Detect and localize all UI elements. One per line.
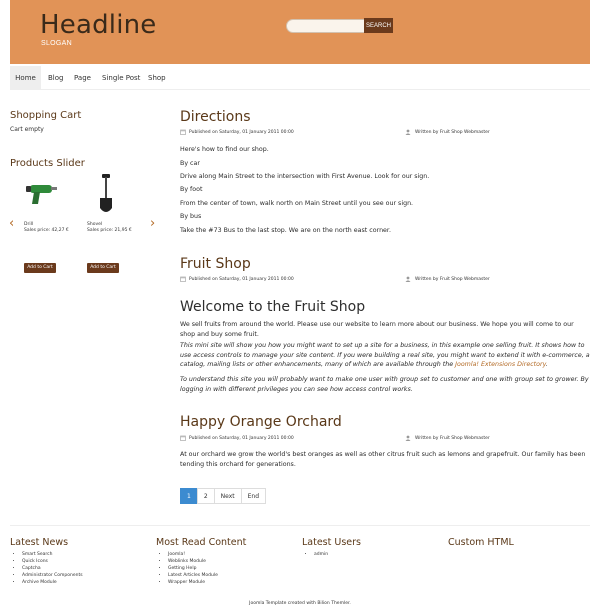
- article-paragraph-text: .: [545, 361, 548, 368]
- article-title-fruit-shop[interactable]: Fruit Shop: [180, 256, 251, 272]
- latest-users-title: Latest Users: [302, 537, 361, 548]
- end-page-button[interactable]: End: [241, 488, 266, 504]
- page-2-button[interactable]: 2: [197, 488, 215, 504]
- user-icon: [405, 435, 411, 441]
- drill-icon[interactable]: [24, 180, 58, 206]
- extensions-directory-link[interactable]: Joomla! Extensions Directory: [455, 361, 546, 368]
- add-to-cart-button-shovel[interactable]: Add to Cart: [87, 263, 119, 273]
- site-header: [10, 0, 590, 64]
- product-price-drill: Sales price: 42,27 €: [24, 228, 69, 233]
- main-nav: [10, 66, 590, 90]
- most-read-title: Most Read Content: [156, 537, 247, 548]
- next-page-button[interactable]: Next: [214, 488, 242, 504]
- article-author: Written by Fruit Shop Webmaster: [415, 436, 490, 441]
- list-item[interactable]: • Smart Search: [22, 551, 83, 558]
- cart-status: Cart empty: [10, 126, 44, 133]
- search-input[interactable]: [286, 19, 365, 33]
- article-paragraph-text: This mini site will show you how you might want to set up a site for a business, in this example one selling fruit. It shows how to use access controls to manage your site content. If you were building a real site, you might want to extend it with e-commerce, a catalog, mailing lists or other enhancements, many of which are available through the: [180, 342, 590, 368]
- footer-divider: [10, 525, 590, 526]
- article-title-orchard[interactable]: Happy Orange Orchard: [180, 414, 342, 430]
- article-paragraph-italic: [180, 341, 590, 370]
- nav-item-single-post[interactable]: Single Post: [102, 74, 141, 82]
- latest-news-title: Latest News: [10, 537, 69, 548]
- pagination: [180, 488, 265, 504]
- shovel-icon[interactable]: [97, 174, 115, 216]
- article-text-line: From the center of town, walk north on Main Street until you see our sign.: [180, 200, 414, 207]
- list-item[interactable]: • Joomla!: [168, 551, 218, 558]
- latest-users-list: [302, 551, 328, 558]
- user-icon: [405, 276, 411, 282]
- calendar-icon: [180, 276, 186, 282]
- article-subtitle: Welcome to the Fruit Shop: [180, 299, 366, 315]
- article-text-line: By bus: [180, 213, 202, 220]
- list-item[interactable]: • Wrapper Module: [168, 579, 218, 586]
- page-1-button[interactable]: 1: [180, 488, 198, 504]
- slider-next-arrow[interactable]: ›: [150, 216, 156, 231]
- product-name-shovel[interactable]: Shovel: [87, 222, 103, 227]
- most-read-list: [156, 551, 218, 586]
- product-price-shovel: Sales price: 21,95 €: [87, 228, 132, 233]
- shopping-cart-title: Shopping Cart: [10, 110, 82, 121]
- article-paragraph: At our orchard we grow the world's best oranges as well as other citrus fruit such as lemons and grapefruit. Our family has been tending this orchard for generations.: [180, 451, 586, 468]
- calendar-icon: [180, 435, 186, 441]
- site-slogan: SLOGAN: [41, 40, 72, 47]
- products-slider-title: Products Slider: [10, 158, 85, 169]
- site-headline[interactable]: Headline: [40, 10, 157, 40]
- list-item[interactable]: • Administrator Components: [22, 572, 83, 579]
- article-text-line: By car: [180, 160, 200, 167]
- nav-item-blog[interactable]: Blog: [48, 74, 64, 82]
- footer-credit: Joomla Template created with Bilion Themler.: [249, 601, 351, 606]
- calendar-icon: [180, 129, 186, 135]
- article-author: Written by Fruit Shop Webmaster: [415, 130, 490, 135]
- slider-prev-arrow[interactable]: ‹: [9, 216, 15, 231]
- article-published-date: Published on Saturday, 01 January 2011 00:00: [189, 436, 294, 441]
- article-published-date: Published on Saturday, 01 January 2011 00:00: [189, 130, 294, 135]
- nav-item-home[interactable]: Home: [10, 66, 41, 90]
- list-item[interactable]: • Archive Module: [22, 579, 83, 586]
- latest-news-list: [10, 551, 83, 586]
- article-paragraph: We sell fruits from around the world. Please use our website to learn more about our business. We hope you will come to our shop and buy some fruit.: [180, 321, 574, 338]
- nav-item-shop[interactable]: Shop: [148, 74, 166, 82]
- list-item[interactable]: • Latest Articles Module: [168, 572, 218, 579]
- product-name-drill[interactable]: Drill: [24, 222, 34, 227]
- user-icon: [405, 129, 411, 135]
- article-published-date: Published on Saturday, 01 January 2011 00:00: [189, 277, 294, 282]
- search-button[interactable]: SEARCH: [364, 18, 393, 33]
- article-text-line: Drive along Main Street to the intersection with First Avenue. Look for our sign.: [180, 173, 430, 180]
- article-paragraph-italic: To understand this site you will probably want to make one user with group set to customer and one with group set to grower. By logging in with different privileges you can see how access control works.: [180, 376, 589, 393]
- list-item[interactable]: • Quick Icons: [22, 558, 83, 565]
- list-item[interactable]: • Captcha: [22, 565, 83, 572]
- article-title-directions[interactable]: Directions: [180, 109, 251, 125]
- article-text-line: By foot: [180, 186, 203, 193]
- article-text-line: Here's how to find our shop.: [180, 146, 269, 153]
- list-item[interactable]: • admin: [314, 551, 328, 558]
- article-text-line: Take the #73 Bus to the last stop. We are on the north east corner.: [180, 227, 391, 234]
- add-to-cart-button-drill[interactable]: Add to Cart: [24, 263, 56, 273]
- article-author: Written by Fruit Shop Webmaster: [415, 277, 490, 282]
- list-item[interactable]: • Getting Help: [168, 565, 218, 572]
- nav-item-page[interactable]: Page: [74, 74, 91, 82]
- custom-html-title: Custom HTML: [448, 537, 514, 548]
- list-item[interactable]: • Weblinks Module: [168, 558, 218, 565]
